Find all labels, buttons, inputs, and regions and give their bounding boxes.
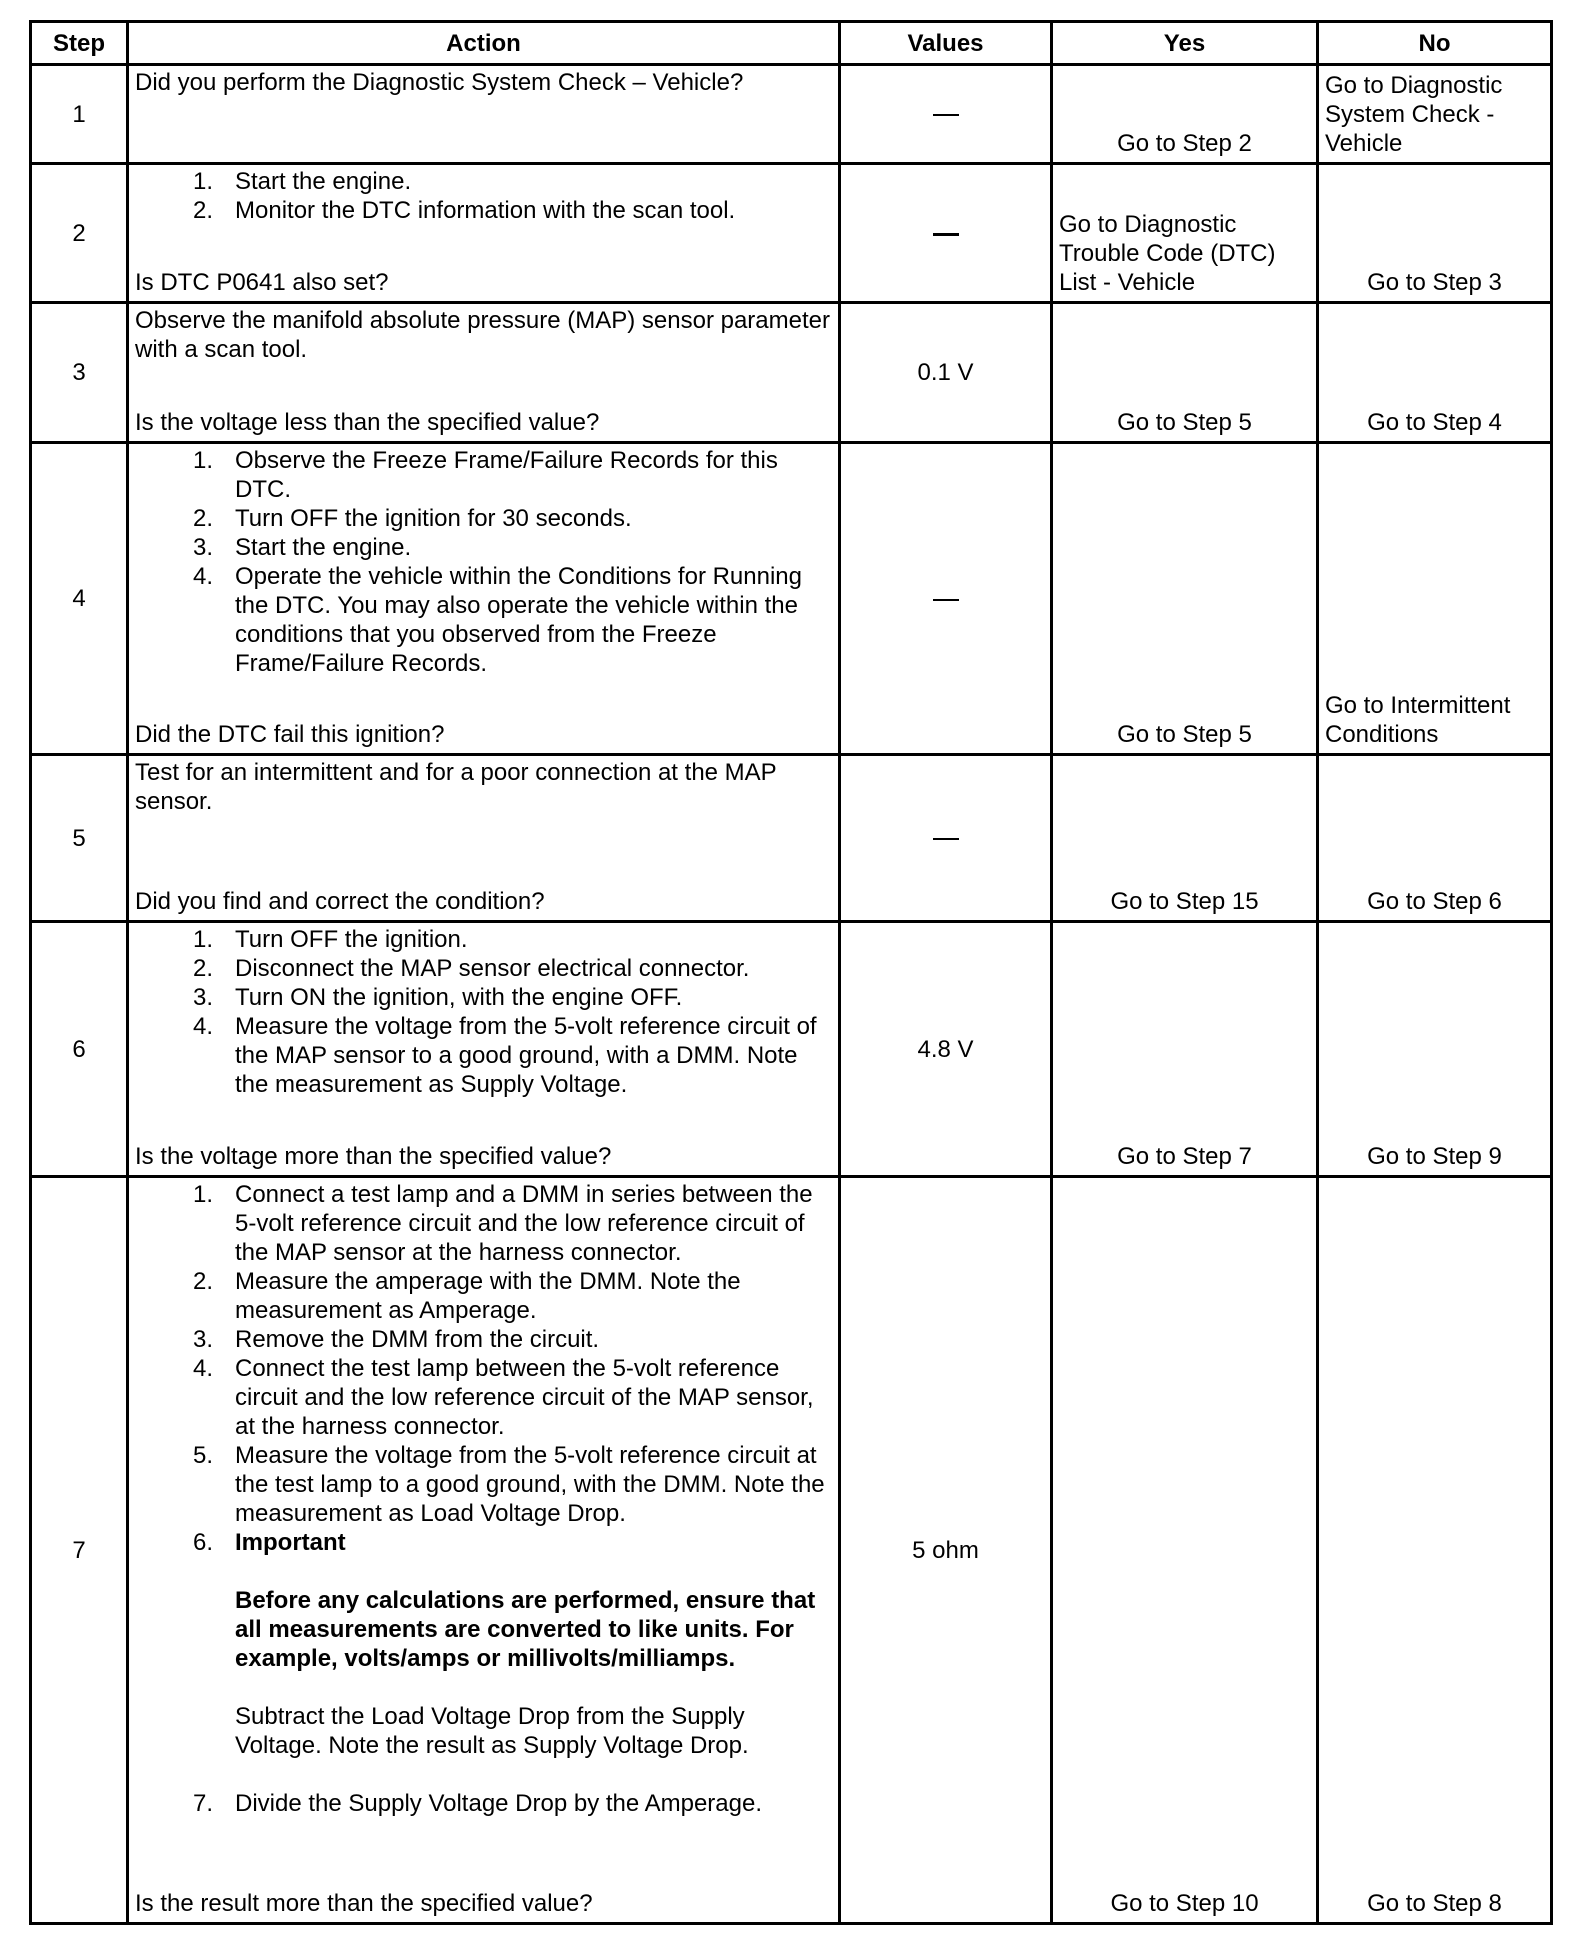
no-cell: Go to Intermittent Conditions (1318, 443, 1552, 755)
step-number: 1 (31, 65, 128, 164)
action-question: Is the result more than the specified value? (135, 1890, 593, 1917)
diagnostic-table (29, 20, 1553, 1925)
action-text: Observe the manifold absolute pressure (MAP) sensor parameter with a scan tool. (135, 307, 830, 363)
no-cell: Go to Diagnostic System Check - Vehicle (1318, 65, 1552, 164)
dash-icon (933, 838, 959, 840)
list-item: 2. Measure the amperage with the DMM. Note the measurement as Amperage. (192, 1268, 741, 1324)
list-item: 3. Turn ON the ignition, with the engine OFF. (192, 984, 683, 1011)
header-step: Step (31, 22, 128, 65)
important-text: Subtract the Load Voltage Drop from the Supply Voltage. Note the result as Supply Voltage Drop. (235, 1703, 749, 1759)
header-yes: Yes (1052, 22, 1318, 65)
dash-icon (933, 599, 959, 601)
yes-cell: Go to Step 15 (1052, 755, 1318, 922)
action-question: Did the DTC fail this ignition? (135, 721, 445, 748)
action-question: Did you find and correct the condition? (135, 888, 545, 915)
step-number: 6 (31, 922, 128, 1177)
step-number: 4 (31, 443, 128, 755)
important-note: Before any calculations are performed, ensure that all measurements are converted to like units. For example, volts/amps or millivolts/milliamps. (235, 1587, 816, 1672)
table-row-step-2 (31, 164, 1552, 303)
step-number: 2 (31, 164, 128, 303)
list-item: 5. Measure the voltage from the 5-volt reference circuit at the test lamp to a good ground, with the DMM. Note the measurement as Load Voltage Drop. (192, 1442, 825, 1527)
list-item: 1. Connect a test lamp and a DMM in series between the 5-volt reference circuit and the low reference circuit of the MAP sensor at the harness connector. (192, 1181, 813, 1266)
table-row-step-6 (31, 922, 1552, 1177)
action-steps-list (135, 446, 834, 720)
yes-cell: Go to Diagnostic Trouble Code (DTC) List - Vehicle (1052, 164, 1318, 303)
action-question: Did you perform the Diagnostic System Check – Vehicle? (135, 69, 744, 96)
action-cell (128, 922, 840, 1177)
yes-cell: Go to Step 5 (1052, 303, 1318, 443)
table-row-step-3 (31, 303, 1552, 443)
action-cell (128, 755, 840, 922)
values-cell (840, 443, 1052, 755)
dash-icon (933, 233, 959, 236)
values-cell (840, 164, 1052, 303)
list-item: 2. Disconnect the MAP sensor electrical connector. (192, 955, 750, 982)
yes-cell: Go to Step 7 (1052, 922, 1318, 1177)
values-cell: 4.8 V (840, 922, 1052, 1177)
list-item: 2. Monitor the DTC information with the scan tool. (192, 197, 736, 224)
table-row-step-5 (31, 755, 1552, 922)
list-item: 1. Start the engine. (192, 168, 412, 195)
table-header-row (31, 22, 1552, 65)
yes-cell: Go to Step 5 (1052, 443, 1318, 755)
list-item: 4. Connect the test lamp between the 5-volt reference circuit and the low reference circuit of the MAP sensor, at the harness connector. (192, 1355, 814, 1440)
action-cell (128, 443, 840, 755)
header-action: Action (128, 22, 840, 65)
table-row-step-4 (31, 443, 1552, 755)
yes-cell: Go to Step 10 (1052, 1177, 1318, 1924)
action-cell (128, 65, 840, 164)
step-number: 7 (31, 1177, 128, 1924)
list-item-important: 6. Important Before any calculations are performed, ensure that all measurements are converted to like units. For example, volts/amps or millivolts/milliamps. Subtract the Load Voltage Drop from the Supply Voltage. Note the result as Supply Voltage Drop. (135, 1528, 834, 1789)
action-steps-list (135, 925, 834, 1142)
no-cell: Go to Step 8 (1318, 1177, 1552, 1924)
list-item: 1. Turn OFF the ignition. (192, 926, 468, 953)
header-values: Values (840, 22, 1052, 65)
values-cell: 0.1 V (840, 303, 1052, 443)
table-row-step-1 (31, 65, 1552, 164)
list-item: 2. Turn OFF the ignition for 30 seconds. (192, 505, 632, 532)
list-item: 4. Measure the voltage from the 5-volt reference circuit of the MAP sensor to a good ground, with a DMM. Note the measurement as Supply Voltage. (192, 1013, 817, 1098)
no-cell: Go to Step 3 (1318, 164, 1552, 303)
list-item: 3. Start the engine. (192, 534, 412, 561)
values-cell (840, 755, 1052, 922)
action-question: Is the voltage less than the specified value? (135, 409, 600, 436)
no-cell: Go to Step 9 (1318, 922, 1552, 1177)
values-cell (840, 65, 1052, 164)
yes-cell: Go to Step 2 (1052, 65, 1318, 164)
no-cell: Go to Step 4 (1318, 303, 1552, 443)
list-item: 4. Operate the vehicle within the Conditions for Running the DTC. You may also operate the vehicle within the conditions that you observed from the Freeze Frame/Failure Records. (192, 563, 802, 677)
action-cell (128, 303, 840, 443)
action-cell (128, 164, 840, 303)
action-question: Is the voltage more than the specified value? (135, 1143, 612, 1170)
step-number: 5 (31, 755, 128, 922)
table-row-step-7 (31, 1177, 1552, 1924)
action-question: Is DTC P0641 also set? (135, 269, 389, 296)
important-label: Important (235, 1529, 346, 1556)
action-cell (128, 1177, 840, 1924)
list-item: 3. Remove the DMM from the circuit. (192, 1326, 600, 1353)
no-cell: Go to Step 6 (1318, 755, 1552, 922)
header-no: No (1318, 22, 1552, 65)
action-steps-list (135, 167, 834, 268)
dash-icon (933, 114, 959, 116)
action-text: Test for an intermittent and for a poor connection at the MAP sensor. (135, 759, 777, 815)
step-number: 3 (31, 303, 128, 443)
action-steps-list (135, 1180, 834, 1818)
values-cell: 5 ohm (840, 1177, 1052, 1924)
list-item: 1. Observe the Freeze Frame/Failure Records for this DTC. (192, 447, 778, 503)
list-item: 7. Divide the Supply Voltage Drop by the Amperage. (192, 1790, 762, 1817)
